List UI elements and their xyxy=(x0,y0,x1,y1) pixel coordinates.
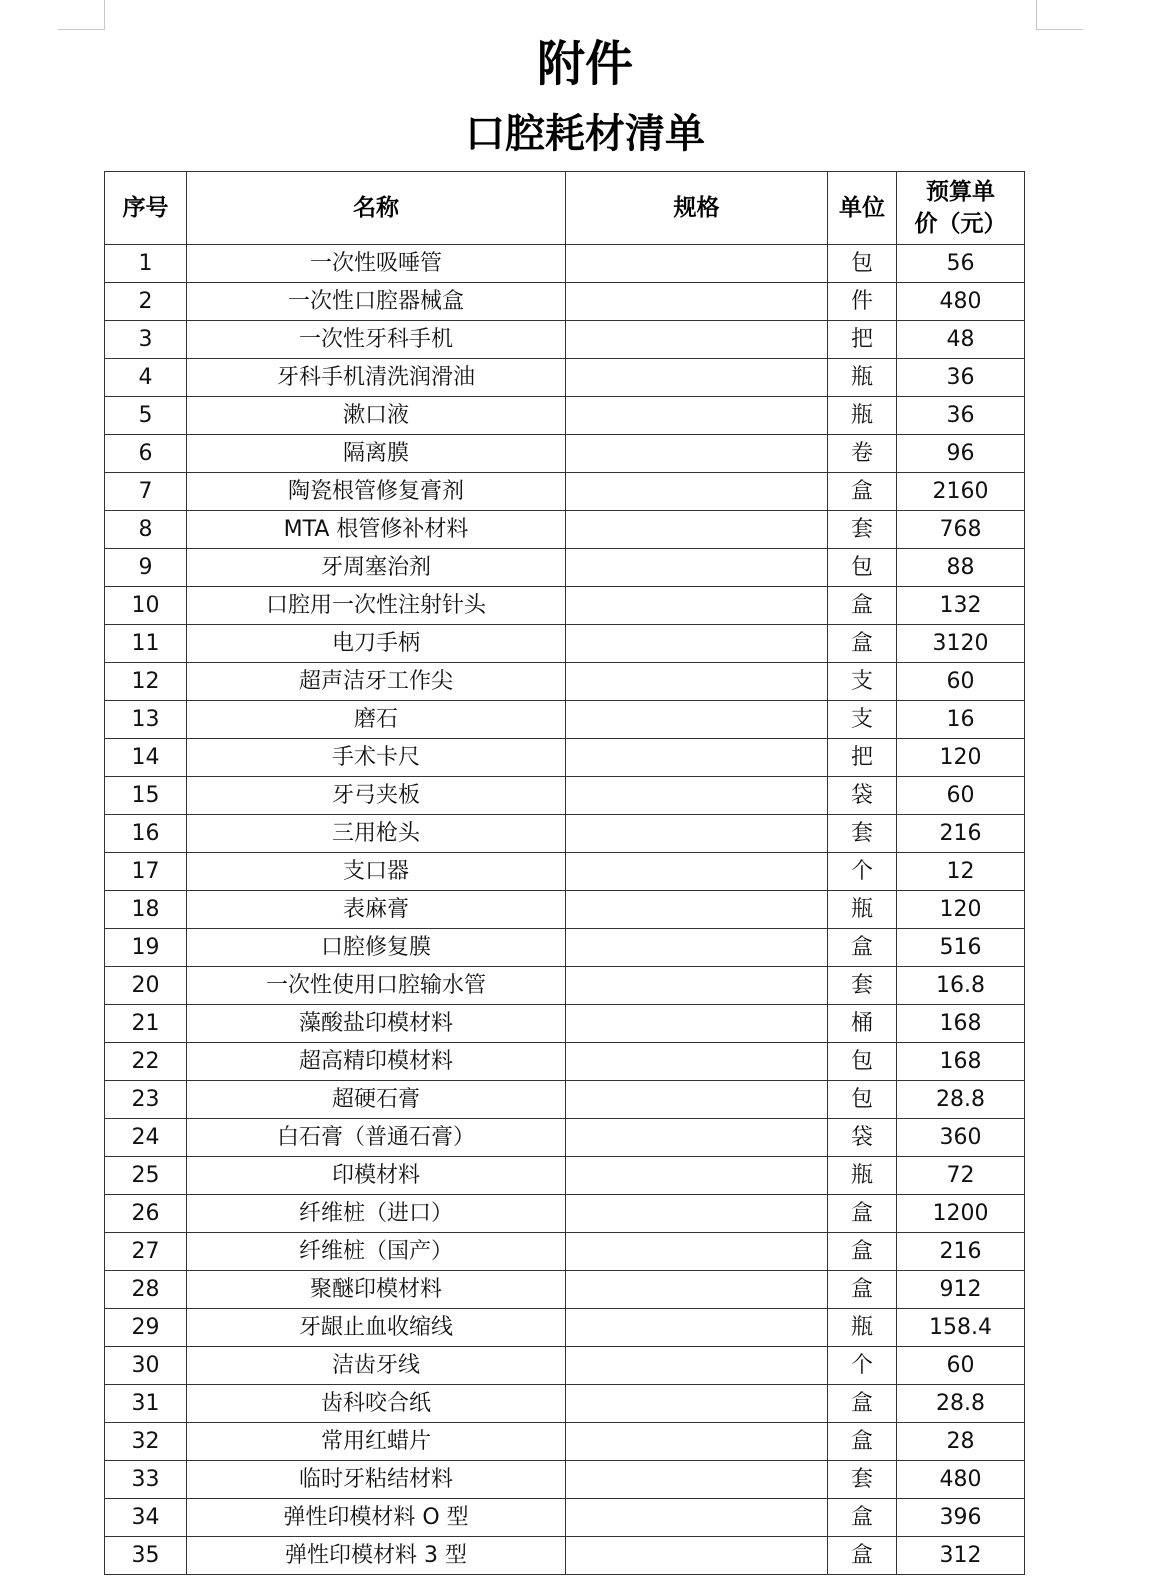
cell-index: 14 xyxy=(105,739,187,777)
cell-price: 360 xyxy=(897,1119,1025,1157)
cell-unit: 盒 xyxy=(828,473,897,511)
cell-price: 516 xyxy=(897,929,1025,967)
table-row xyxy=(105,891,1025,929)
table-row xyxy=(105,1537,1025,1575)
cell-spec xyxy=(566,663,828,701)
table-row xyxy=(105,1195,1025,1233)
cell-name: 超硬石膏 xyxy=(187,1081,566,1119)
cell-spec xyxy=(566,283,828,321)
cell-spec xyxy=(566,1385,828,1423)
cell-index: 24 xyxy=(105,1119,187,1157)
cell-price: 1200 xyxy=(897,1195,1025,1233)
cell-index: 27 xyxy=(105,1233,187,1271)
cell-index: 2 xyxy=(105,283,187,321)
cell-index: 22 xyxy=(105,1043,187,1081)
cell-unit: 盒 xyxy=(828,1195,897,1233)
header-name: 名称 xyxy=(187,172,566,245)
table-row xyxy=(105,283,1025,321)
table-row xyxy=(105,1347,1025,1385)
cell-name: 口腔用一次性注射针头 xyxy=(187,587,566,625)
cell-unit: 盒 xyxy=(828,625,897,663)
table-header-row xyxy=(105,172,1025,245)
cell-spec xyxy=(566,1043,828,1081)
cell-name: 印模材料 xyxy=(187,1157,566,1195)
header-price xyxy=(897,172,1025,245)
cell-index: 31 xyxy=(105,1385,187,1423)
cell-index: 28 xyxy=(105,1271,187,1309)
table-row xyxy=(105,739,1025,777)
cell-spec xyxy=(566,1195,828,1233)
cell-unit: 桶 xyxy=(828,1005,897,1043)
table-row xyxy=(105,1423,1025,1461)
cell-spec xyxy=(566,1309,828,1347)
cell-index: 7 xyxy=(105,473,187,511)
cell-price: 96 xyxy=(897,435,1025,473)
cell-unit: 包 xyxy=(828,1043,897,1081)
cell-index: 17 xyxy=(105,853,187,891)
cell-name: 纤维桩（国产） xyxy=(187,1233,566,1271)
cell-unit: 支 xyxy=(828,663,897,701)
cell-name: MTA 根管修补材料 xyxy=(187,511,566,549)
table-row xyxy=(105,1233,1025,1271)
cell-price: 28 xyxy=(897,1423,1025,1461)
cell-spec xyxy=(566,587,828,625)
cell-price: 28.8 xyxy=(897,1385,1025,1423)
cell-unit: 套 xyxy=(828,815,897,853)
cell-price: 912 xyxy=(897,1271,1025,1309)
cell-index: 32 xyxy=(105,1423,187,1461)
cell-name: 隔离膜 xyxy=(187,435,566,473)
cell-index: 5 xyxy=(105,397,187,435)
cell-index: 12 xyxy=(105,663,187,701)
cell-index: 16 xyxy=(105,815,187,853)
table-row xyxy=(105,245,1025,283)
cell-price: 312 xyxy=(897,1537,1025,1575)
cell-spec xyxy=(566,1347,828,1385)
cell-index: 10 xyxy=(105,587,187,625)
cell-spec xyxy=(566,1081,828,1119)
cell-index: 8 xyxy=(105,511,187,549)
cell-index: 21 xyxy=(105,1005,187,1043)
header-spec: 规格 xyxy=(566,172,828,245)
table-row xyxy=(105,1309,1025,1347)
cell-unit: 包 xyxy=(828,1081,897,1119)
cell-unit: 盒 xyxy=(828,1233,897,1271)
cell-unit: 盒 xyxy=(828,1385,897,1423)
cell-index: 13 xyxy=(105,701,187,739)
table-row xyxy=(105,625,1025,663)
table-row xyxy=(105,663,1025,701)
cell-name: 聚醚印模材料 xyxy=(187,1271,566,1309)
cell-unit: 把 xyxy=(828,321,897,359)
cell-unit: 盒 xyxy=(828,1537,897,1575)
table-row xyxy=(105,1461,1025,1499)
cell-unit: 包 xyxy=(828,245,897,283)
cell-spec xyxy=(566,245,828,283)
cell-name: 弹性印模材料 3 型 xyxy=(187,1537,566,1575)
cell-spec xyxy=(566,1461,828,1499)
cell-name: 超高精印模材料 xyxy=(187,1043,566,1081)
cell-spec xyxy=(566,1423,828,1461)
table-row xyxy=(105,1005,1025,1043)
cell-index: 34 xyxy=(105,1499,187,1537)
table-row xyxy=(105,511,1025,549)
cell-price: 48 xyxy=(897,321,1025,359)
cell-name: 支口器 xyxy=(187,853,566,891)
cell-unit: 盒 xyxy=(828,1423,897,1461)
cell-unit: 个 xyxy=(828,853,897,891)
cell-price: 2160 xyxy=(897,473,1025,511)
cell-price: 36 xyxy=(897,397,1025,435)
cell-spec xyxy=(566,321,828,359)
cell-price: 72 xyxy=(897,1157,1025,1195)
cell-index: 18 xyxy=(105,891,187,929)
header-index: 序号 xyxy=(105,172,187,245)
cell-unit: 瓶 xyxy=(828,891,897,929)
table-row xyxy=(105,321,1025,359)
cell-name: 口腔修复膜 xyxy=(187,929,566,967)
cell-name: 一次性吸唾管 xyxy=(187,245,566,283)
cell-name: 白石膏（普通石膏） xyxy=(187,1119,566,1157)
cell-index: 6 xyxy=(105,435,187,473)
table-row xyxy=(105,815,1025,853)
cell-name: 陶瓷根管修复膏剂 xyxy=(187,473,566,511)
table-row xyxy=(105,359,1025,397)
cell-name: 常用红蜡片 xyxy=(187,1423,566,1461)
cell-spec xyxy=(566,929,828,967)
cell-spec xyxy=(566,549,828,587)
cell-spec xyxy=(566,1271,828,1309)
cell-index: 23 xyxy=(105,1081,187,1119)
cell-index: 9 xyxy=(105,549,187,587)
table-row xyxy=(105,853,1025,891)
table-row xyxy=(105,549,1025,587)
cell-unit: 瓶 xyxy=(828,1157,897,1195)
cell-unit: 个 xyxy=(828,1347,897,1385)
cell-index: 35 xyxy=(105,1537,187,1575)
cell-unit: 袋 xyxy=(828,1119,897,1157)
cell-price: 132 xyxy=(897,587,1025,625)
cell-name: 三用枪头 xyxy=(187,815,566,853)
cell-unit: 盒 xyxy=(828,1271,897,1309)
header-unit: 单位 xyxy=(828,172,897,245)
cell-index: 11 xyxy=(105,625,187,663)
cell-price: 216 xyxy=(897,815,1025,853)
cell-unit: 盒 xyxy=(828,929,897,967)
cell-price: 216 xyxy=(897,1233,1025,1271)
cell-spec xyxy=(566,1233,828,1271)
cell-price: 768 xyxy=(897,511,1025,549)
cell-price: 16 xyxy=(897,701,1025,739)
cell-name: 齿科咬合纸 xyxy=(187,1385,566,1423)
cell-unit: 支 xyxy=(828,701,897,739)
cell-name: 牙弓夹板 xyxy=(187,777,566,815)
cell-price: 60 xyxy=(897,777,1025,815)
cell-index: 4 xyxy=(105,359,187,397)
cell-spec xyxy=(566,1537,828,1575)
cell-price: 120 xyxy=(897,739,1025,777)
cell-price: 480 xyxy=(897,283,1025,321)
cell-unit: 卷 xyxy=(828,435,897,473)
table-row xyxy=(105,1271,1025,1309)
cell-unit: 套 xyxy=(828,511,897,549)
cell-spec xyxy=(566,473,828,511)
table-row xyxy=(105,1499,1025,1537)
cell-price: 60 xyxy=(897,1347,1025,1385)
cell-spec xyxy=(566,1499,828,1537)
table-row xyxy=(105,1385,1025,1423)
cell-index: 20 xyxy=(105,967,187,1005)
cell-index: 33 xyxy=(105,1461,187,1499)
table-row xyxy=(105,929,1025,967)
cell-index: 15 xyxy=(105,777,187,815)
table-row xyxy=(105,967,1025,1005)
consumables-table xyxy=(104,171,1025,1575)
table-row xyxy=(105,1081,1025,1119)
table-row xyxy=(105,701,1025,739)
cell-name: 藻酸盐印模材料 xyxy=(187,1005,566,1043)
cell-name: 一次性使用口腔输水管 xyxy=(187,967,566,1005)
table-row xyxy=(105,587,1025,625)
cell-unit: 瓶 xyxy=(828,1309,897,1347)
cell-name: 洁齿牙线 xyxy=(187,1347,566,1385)
cell-price: 120 xyxy=(897,891,1025,929)
cell-price: 168 xyxy=(897,1043,1025,1081)
cell-unit: 包 xyxy=(828,549,897,587)
cell-price: 480 xyxy=(897,1461,1025,1499)
cell-unit: 把 xyxy=(828,739,897,777)
cell-name: 电刀手柄 xyxy=(187,625,566,663)
cell-spec xyxy=(566,435,828,473)
cell-index: 30 xyxy=(105,1347,187,1385)
cell-unit: 瓶 xyxy=(828,397,897,435)
cell-name: 超声洁牙工作尖 xyxy=(187,663,566,701)
cell-index: 26 xyxy=(105,1195,187,1233)
cell-price: 88 xyxy=(897,549,1025,587)
cell-spec xyxy=(566,853,828,891)
table-row xyxy=(105,777,1025,815)
cell-spec xyxy=(566,511,828,549)
cell-name: 牙科手机清洗润滑油 xyxy=(187,359,566,397)
cell-name: 表麻膏 xyxy=(187,891,566,929)
cell-index: 25 xyxy=(105,1157,187,1195)
cell-index: 29 xyxy=(105,1309,187,1347)
page-corner-mark-right xyxy=(1036,0,1083,30)
cell-price: 168 xyxy=(897,1005,1025,1043)
cell-price: 28.8 xyxy=(897,1081,1025,1119)
cell-spec xyxy=(566,701,828,739)
cell-unit: 套 xyxy=(828,1461,897,1499)
page-corner-mark-left xyxy=(58,0,105,30)
cell-spec xyxy=(566,1157,828,1195)
cell-name: 牙周塞治剂 xyxy=(187,549,566,587)
cell-name: 弹性印模材料 O 型 xyxy=(187,1499,566,1537)
cell-spec xyxy=(566,625,828,663)
cell-unit: 件 xyxy=(828,283,897,321)
cell-unit: 套 xyxy=(828,967,897,1005)
cell-price: 158.4 xyxy=(897,1309,1025,1347)
cell-unit: 袋 xyxy=(828,777,897,815)
cell-index: 1 xyxy=(105,245,187,283)
cell-spec xyxy=(566,815,828,853)
cell-name: 磨石 xyxy=(187,701,566,739)
cell-spec xyxy=(566,1005,828,1043)
cell-price: 36 xyxy=(897,359,1025,397)
cell-unit: 盒 xyxy=(828,587,897,625)
table-row xyxy=(105,1119,1025,1157)
cell-name: 漱口液 xyxy=(187,397,566,435)
cell-name: 牙龈止血收缩线 xyxy=(187,1309,566,1347)
cell-spec xyxy=(566,739,828,777)
cell-name: 一次性牙科手机 xyxy=(187,321,566,359)
cell-price: 60 xyxy=(897,663,1025,701)
cell-index: 19 xyxy=(105,929,187,967)
cell-unit: 盒 xyxy=(828,1499,897,1537)
table-row xyxy=(105,473,1025,511)
cell-price: 396 xyxy=(897,1499,1025,1537)
table-row xyxy=(105,1157,1025,1195)
cell-unit: 瓶 xyxy=(828,359,897,397)
table-row xyxy=(105,397,1025,435)
cell-name: 手术卡尺 xyxy=(187,739,566,777)
cell-name: 临时牙粘结材料 xyxy=(187,1461,566,1499)
header-price-line1: 预算单 xyxy=(926,179,995,205)
cell-spec xyxy=(566,1119,828,1157)
cell-spec xyxy=(566,891,828,929)
attachment-label: 附件 xyxy=(536,36,633,92)
cell-spec xyxy=(566,397,828,435)
cell-spec xyxy=(566,967,828,1005)
header-price-line2: 价（元） xyxy=(914,211,1007,237)
table-row xyxy=(105,435,1025,473)
cell-name: 纤维桩（进口） xyxy=(187,1195,566,1233)
cell-price: 16.8 xyxy=(897,967,1025,1005)
cell-spec xyxy=(566,777,828,815)
cell-price: 12 xyxy=(897,853,1025,891)
cell-index: 3 xyxy=(105,321,187,359)
cell-price: 3120 xyxy=(897,625,1025,663)
document-title: 口腔耗材清单 xyxy=(465,111,705,157)
cell-spec xyxy=(566,359,828,397)
cell-price: 56 xyxy=(897,245,1025,283)
table-row xyxy=(105,1043,1025,1081)
cell-name: 一次性口腔器械盒 xyxy=(187,283,566,321)
